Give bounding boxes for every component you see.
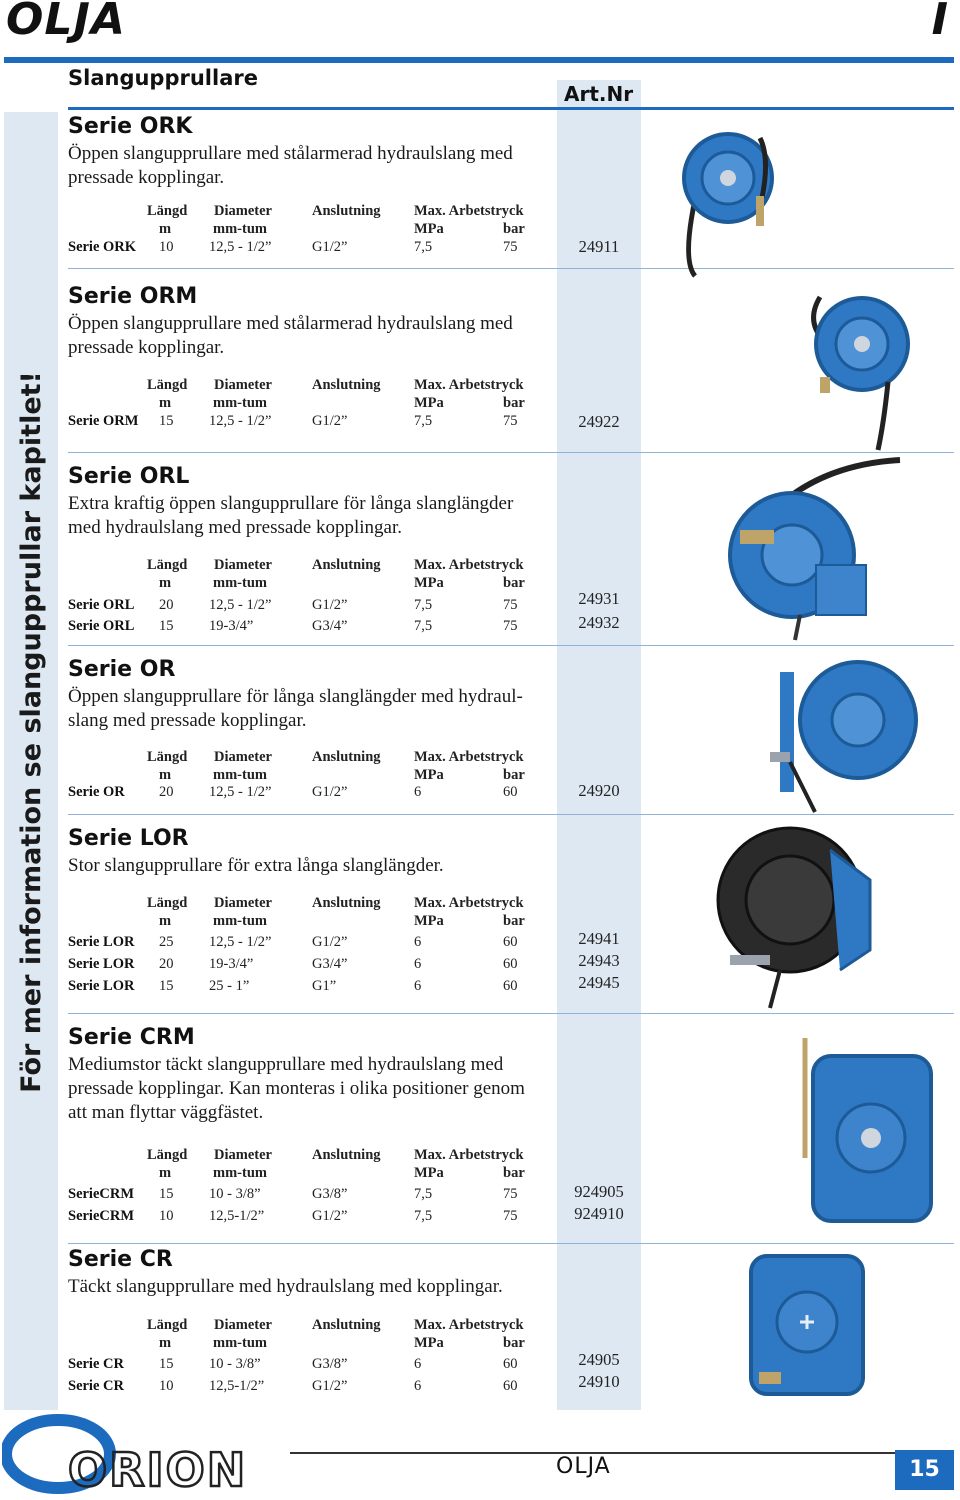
row-mpa: 6	[414, 956, 422, 972]
series-separator	[68, 268, 954, 269]
col-unit-bar: bar	[503, 1335, 525, 1351]
row-length: 25	[159, 934, 174, 950]
col-header-diameter: Diameter	[214, 377, 272, 393]
hose-reel-open-icon	[720, 455, 940, 645]
series-title: Serie ORM	[68, 284, 198, 309]
col-unit-mpa: MPa	[414, 767, 444, 783]
row-length: 15	[159, 1356, 174, 1372]
row-series-name: Serie CR	[68, 1378, 124, 1394]
col-unit-diameter: mm-tum	[213, 767, 267, 783]
row-mpa: 7,5	[414, 618, 433, 634]
col-header-pressure: Max. Arbetstryck	[414, 203, 524, 219]
series-description: Öppen slangupprullare för långa slanglängder med hydraul-slang med pressade kopplingar.	[68, 686, 523, 731]
row-series-name: SerieCRM	[68, 1208, 135, 1224]
row-bar: 60	[503, 956, 518, 972]
col-header-length: Längd	[147, 749, 188, 765]
row-mpa: 7,5	[414, 1208, 433, 1224]
row-length: 20	[159, 956, 174, 972]
row-length: 10	[159, 239, 174, 255]
col-unit-bar: bar	[503, 913, 525, 929]
row-connection: G1/2”	[312, 239, 348, 255]
col-unit-mpa: MPa	[414, 913, 444, 929]
series-title: Serie OR	[68, 657, 176, 682]
row-length: 15	[159, 1186, 174, 1202]
col-unit-length: m	[159, 767, 172, 783]
col-header-pressure: Max. Arbetstryck	[414, 377, 524, 393]
col-unit-diameter: mm-tum	[213, 575, 267, 591]
col-unit-mpa: MPa	[414, 395, 444, 411]
col-unit-length: m	[159, 575, 172, 591]
row-series-name: Serie LOR	[68, 978, 135, 994]
series-title: Serie LOR	[68, 826, 189, 851]
row-connection: G3/8”	[312, 1356, 348, 1372]
section-title: Slangupprullare	[68, 66, 258, 90]
row-mpa: 7,5	[414, 1186, 433, 1202]
page-header-roman: I	[931, 0, 948, 45]
col-header-diameter: Diameter	[214, 557, 272, 573]
col-header-connection: Anslutning	[312, 749, 381, 765]
row-mpa: 7,5	[414, 413, 433, 429]
header-rule	[4, 57, 954, 63]
row-connection: G1/2”	[312, 784, 348, 800]
row-length: 10	[159, 1378, 174, 1394]
series-description: Extra kraftig öppen slangupprullare för långa slanglängder med hydraulslang med pressade kopplingar.	[68, 493, 514, 538]
col-header-length: Längd	[147, 377, 188, 393]
row-series-name: SerieCRM	[68, 1186, 135, 1202]
col-unit-bar: bar	[503, 1165, 525, 1181]
row-diameter: 19-3/4”	[209, 956, 254, 972]
series-description: Öppen slangupprullare med stålarmerad hydraulslang med pressade kopplingar.	[68, 143, 513, 188]
hose-reel-open-icon	[770, 652, 920, 817]
col-unit-mpa: MPa	[414, 1165, 444, 1181]
section-rule	[68, 107, 954, 110]
row-diameter: 10 - 3/8”	[209, 1186, 261, 1202]
col-unit-bar: bar	[503, 575, 525, 591]
row-series-name: Serie CR	[68, 1356, 124, 1372]
orion-logo-text: ORION	[68, 1443, 248, 1497]
row-length: 15	[159, 413, 174, 429]
series-separator	[68, 1013, 954, 1014]
row-connection: G1/2”	[312, 597, 348, 613]
row-series-name: Serie LOR	[68, 956, 135, 972]
row-diameter: 12,5-1/2”	[209, 1378, 265, 1394]
col-header-pressure: Max. Arbetstryck	[414, 749, 524, 765]
col-unit-diameter: mm-tum	[213, 395, 267, 411]
row-mpa: 6	[414, 784, 422, 800]
row-diameter: 12,5-1/2”	[209, 1208, 265, 1224]
row-article-number: 24920	[578, 781, 620, 800]
series-title: Serie CR	[68, 1247, 173, 1272]
col-unit-mpa: MPa	[414, 575, 444, 591]
hose-reel-covered-icon	[785, 1028, 935, 1233]
col-header-length: Längd	[147, 1317, 188, 1333]
col-header-diameter: Diameter	[214, 203, 272, 219]
row-article-number: 24905	[578, 1350, 620, 1369]
row-article-number: 924910	[574, 1204, 624, 1223]
row-diameter: 25 - 1”	[209, 978, 250, 994]
row-article-number: 24943	[578, 951, 620, 970]
col-header-pressure: Max. Arbetstryck	[414, 895, 524, 911]
row-series-name: Serie LOR	[68, 934, 135, 950]
hose-reel-open-icon	[800, 282, 910, 452]
row-bar: 75	[503, 413, 518, 429]
row-mpa: 6	[414, 1356, 422, 1372]
col-unit-bar: bar	[503, 767, 525, 783]
row-connection: G1/2”	[312, 1378, 348, 1394]
orion-logo	[2, 1410, 292, 1498]
col-header-connection: Anslutning	[312, 1147, 381, 1163]
row-series-name: Serie ORL	[68, 597, 135, 613]
row-article-number: 24922	[578, 412, 620, 431]
row-connection: G1”	[312, 978, 337, 994]
row-article-number: 24911	[578, 237, 620, 256]
side-info-text: För mer information se slangupprullar kapitlet!	[16, 371, 47, 1093]
row-connection: G3/4”	[312, 956, 348, 972]
row-diameter: 12,5 - 1/2”	[209, 784, 272, 800]
series-title: Serie CRM	[68, 1025, 195, 1050]
col-header-connection: Anslutning	[312, 557, 381, 573]
col-unit-length: m	[159, 221, 172, 237]
row-mpa: 6	[414, 1378, 422, 1394]
row-mpa: 7,5	[414, 597, 433, 613]
row-mpa: 6	[414, 978, 422, 994]
row-bar: 60	[503, 1356, 518, 1372]
row-article-number: 924905	[574, 1182, 624, 1201]
row-connection: G3/4”	[312, 618, 348, 634]
series-title: Serie ORL	[68, 464, 190, 489]
col-header-connection: Anslutning	[312, 377, 381, 393]
hose-reel-open-icon	[670, 118, 780, 278]
col-unit-diameter: mm-tum	[213, 1165, 267, 1181]
row-article-number: 24931	[578, 589, 620, 608]
row-diameter: 12,5 - 1/2”	[209, 413, 272, 429]
row-article-number: 24945	[578, 973, 620, 992]
artnr-header: Art.Nr	[564, 82, 634, 106]
row-mpa: 6	[414, 934, 422, 950]
row-mpa: 7,5	[414, 239, 433, 255]
row-series-name: Serie ORL	[68, 618, 135, 634]
col-header-pressure: Max. Arbetstryck	[414, 1317, 524, 1333]
col-unit-mpa: MPa	[414, 221, 444, 237]
row-length: 10	[159, 1208, 174, 1224]
row-series-name: Serie OR	[68, 784, 125, 800]
col-unit-length: m	[159, 913, 172, 929]
row-bar: 75	[503, 1208, 518, 1224]
row-length: 15	[159, 618, 174, 634]
row-connection: G1/2”	[312, 413, 348, 429]
col-unit-diameter: mm-tum	[213, 1335, 267, 1351]
series-description: Stor slangupprullare för extra långa slanglängder.	[68, 855, 444, 876]
row-diameter: 12,5 - 1/2”	[209, 597, 272, 613]
row-article-number: 24910	[578, 1372, 620, 1391]
row-connection: G3/8”	[312, 1186, 348, 1202]
series-separator	[68, 645, 954, 646]
row-bar: 60	[503, 934, 518, 950]
col-unit-bar: bar	[503, 221, 525, 237]
col-header-connection: Anslutning	[312, 895, 381, 911]
series-description: Täckt slangupprullare med hydraulslang med kopplingar.	[68, 1276, 503, 1297]
row-connection: G1/2”	[312, 934, 348, 950]
row-bar: 75	[503, 1186, 518, 1202]
col-unit-bar: bar	[503, 395, 525, 411]
row-article-number: 24932	[578, 613, 620, 632]
row-series-name: Serie ORK	[68, 239, 137, 255]
col-header-connection: Anslutning	[312, 203, 381, 219]
row-diameter: 12,5 - 1/2”	[209, 239, 272, 255]
row-length: 15	[159, 978, 174, 994]
col-header-pressure: Max. Arbetstryck	[414, 557, 524, 573]
row-bar: 60	[503, 978, 518, 994]
row-diameter: 12,5 - 1/2”	[209, 934, 272, 950]
col-unit-length: m	[159, 395, 172, 411]
series-description: Mediumstor täckt slangupprullare med hydraulslang med pressade kopplingar. Kan monteras i olika positioner genom att man flyttar väggfästet.	[68, 1054, 525, 1123]
page-header-title: OLJA	[6, 0, 126, 45]
row-diameter: 19-3/4”	[209, 618, 254, 634]
col-header-length: Längd	[147, 895, 188, 911]
footer-label: OLJA	[556, 1454, 611, 1479]
col-header-length: Längd	[147, 557, 188, 573]
hose-reel-covered-icon	[745, 1252, 870, 1402]
row-connection: G1/2”	[312, 1208, 348, 1224]
hose-reel-open-icon	[710, 820, 900, 1010]
page-number: 15	[895, 1450, 954, 1490]
series-description: Öppen slangupprullare med stålarmerad hydraulslang med pressade kopplingar.	[68, 313, 513, 358]
col-unit-mpa: MPa	[414, 1335, 444, 1351]
col-header-diameter: Diameter	[214, 749, 272, 765]
row-bar: 75	[503, 597, 518, 613]
col-unit-diameter: mm-tum	[213, 221, 267, 237]
row-bar: 60	[503, 1378, 518, 1394]
col-header-length: Längd	[147, 203, 188, 219]
col-header-diameter: Diameter	[214, 1317, 272, 1333]
col-header-diameter: Diameter	[214, 1147, 272, 1163]
series-separator	[68, 452, 954, 453]
col-header-connection: Anslutning	[312, 1317, 381, 1333]
row-article-number: 24941	[578, 929, 620, 948]
col-unit-diameter: mm-tum	[213, 913, 267, 929]
series-separator	[68, 1243, 954, 1244]
row-bar: 75	[503, 239, 518, 255]
col-header-pressure: Max. Arbetstryck	[414, 1147, 524, 1163]
footer-rule	[290, 1452, 954, 1454]
row-diameter: 10 - 3/8”	[209, 1356, 261, 1372]
row-bar: 75	[503, 618, 518, 634]
series-title: Serie ORK	[68, 114, 193, 139]
col-unit-length: m	[159, 1335, 172, 1351]
row-bar: 60	[503, 784, 518, 800]
row-length: 20	[159, 597, 174, 613]
col-header-length: Längd	[147, 1147, 188, 1163]
col-header-diameter: Diameter	[214, 895, 272, 911]
row-series-name: Serie ORM	[68, 413, 139, 429]
row-length: 20	[159, 784, 174, 800]
col-unit-length: m	[159, 1165, 172, 1181]
